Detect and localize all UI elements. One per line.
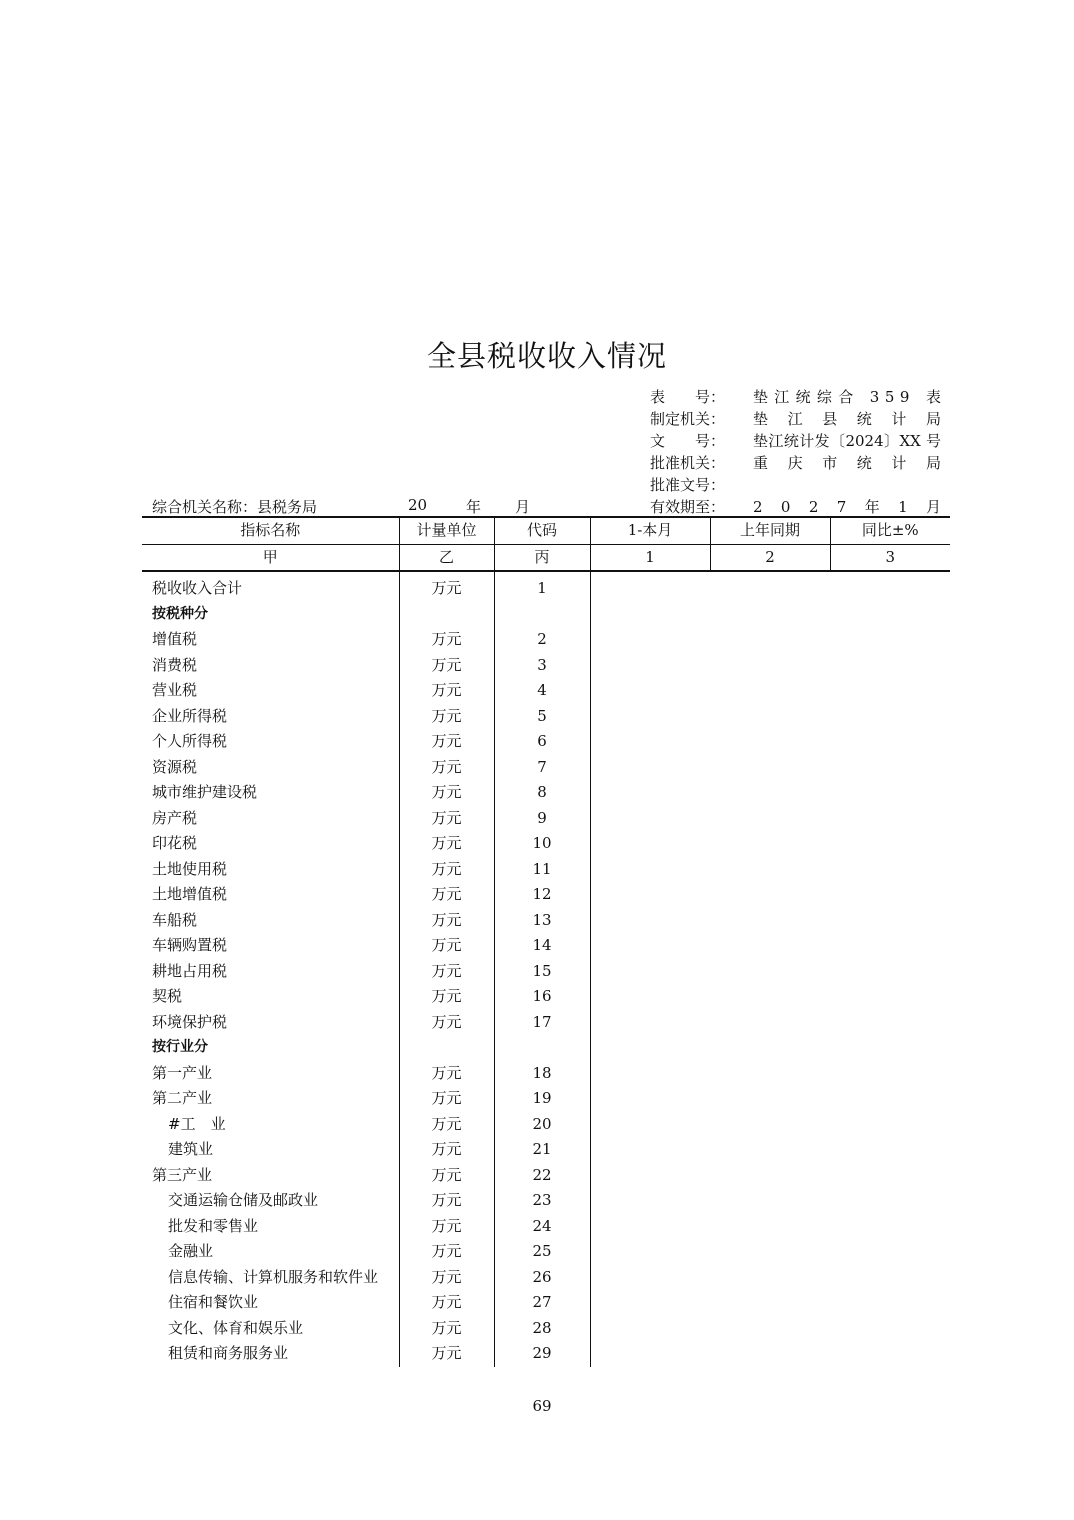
row-name: 增值税 [152,630,198,648]
value-cell [590,857,710,883]
row-code: 16 [494,984,590,1010]
value-cell [590,755,710,781]
subheader-cell: 甲 [142,544,399,571]
value-cell [590,1290,710,1316]
meta-label: 表 号： [650,388,726,406]
row-unit: 万元 [399,1086,494,1112]
row-name: 文化、体育和娱乐业 [168,1318,304,1337]
value-cell [830,627,950,653]
value-cell [590,1265,710,1291]
table-row [142,755,950,781]
value-cell [830,653,950,679]
row-code: 11 [494,857,590,883]
subheader-cell: 2 [710,544,830,571]
row-unit: 万元 [399,1239,494,1265]
row-unit: 万元 [399,571,494,602]
subheader-cell: 乙 [399,544,494,571]
period-year-suffix: 年 [466,498,482,516]
table-row [142,571,950,602]
value-cell [710,729,830,755]
row-unit: 万元 [399,627,494,653]
column-header-indicator: 指标名称 [142,517,399,544]
value-cell [590,602,710,628]
value-cell [590,1061,710,1087]
row-code [494,1035,590,1061]
row-name: 个人所得税 [152,732,228,750]
row-name: 城市维护建设税 [152,783,258,801]
meta-row-approval-number [650,474,950,496]
row-code: 14 [494,933,590,959]
value-cell [830,1086,950,1112]
row-unit: 万元 [399,1188,494,1214]
table-row [142,933,950,959]
row-code: 6 [494,729,590,755]
row-name: 第三产业 [152,1165,213,1184]
table-row [142,678,950,704]
org-name: 综合机关名称：县税务局 [152,498,318,516]
row-unit: 万元 [399,1290,494,1316]
table-row [142,1137,950,1163]
row-name: #工 业 [168,1114,226,1133]
value-cell [590,1086,710,1112]
section-heading: 按税种分 [152,605,208,622]
meta-value: 2 0 2 7 年 1 月 [753,498,941,516]
row-name: 土地使用税 [152,859,228,878]
value-cell [710,1137,830,1163]
tax-revenue-table [142,516,950,1367]
value-cell [830,729,950,755]
row-unit: 万元 [399,1010,494,1036]
row-unit: 万元 [399,704,494,730]
row-name: 租赁和商务服务业 [168,1344,289,1362]
meta-row-document-number [650,430,950,452]
row-name: 企业所得税 [152,706,228,725]
value-cell [710,933,830,959]
value-cell [590,1137,710,1163]
row-code: 3 [494,653,590,679]
value-cell [710,1214,830,1240]
row-name: 信息传输、计算机服务和软件业 [168,1267,379,1286]
value-cell [830,959,950,985]
value-cell [590,908,710,934]
row-name: 批发和零售业 [168,1216,259,1235]
column-header-same-period-last-year: 上年同期 [710,517,830,544]
row-unit [399,1035,494,1061]
table-section-row [142,1035,950,1061]
value-cell [830,571,950,602]
meta-value: 垫 江 县 统 计 局 [753,410,941,428]
value-cell [830,1112,950,1138]
value-cell [710,571,830,602]
row-unit: 万元 [399,653,494,679]
value-cell [710,755,830,781]
meta-label: 批准文号： [650,476,726,494]
value-cell [830,857,950,883]
row-unit: 万元 [399,959,494,985]
row-unit: 万元 [399,1163,494,1189]
row-unit: 万元 [399,780,494,806]
row-name: 车辆购置税 [152,936,228,954]
value-cell [710,1086,830,1112]
row-unit [399,602,494,628]
value-cell [710,1010,830,1036]
row-name: 第一产业 [152,1063,213,1082]
row-code: 18 [494,1061,590,1087]
row-name: 税收收入合计 [152,579,243,597]
meta-row-approving-agency [650,452,950,474]
row-unit: 万元 [399,1112,494,1138]
value-cell [710,1290,830,1316]
value-cell [830,1316,950,1342]
value-cell [590,1214,710,1240]
value-cell [710,1316,830,1342]
table-row [142,1265,950,1291]
row-unit: 万元 [399,1316,494,1342]
row-name: 金融业 [168,1242,214,1260]
value-cell [830,1010,950,1036]
meta-row-issuing-agency [650,408,950,430]
value-cell [830,1061,950,1087]
value-cell [590,984,710,1010]
value-cell [590,729,710,755]
row-code: 1 [494,571,590,602]
value-cell [590,653,710,679]
value-cell [830,1137,950,1163]
row-code: 23 [494,1188,590,1214]
column-header-unit: 计量单位 [399,517,494,544]
value-cell [830,1341,950,1367]
value-cell [830,1214,950,1240]
meta-label: 有效期至： [650,498,726,516]
meta-row-valid-until [650,496,950,518]
value-cell [590,627,710,653]
value-cell [830,1265,950,1291]
value-cell [590,831,710,857]
row-name: 营业税 [152,681,198,699]
value-cell [710,984,830,1010]
column-header-code: 代码 [494,517,590,544]
row-code: 5 [494,704,590,730]
section-heading: 按行业分 [152,1039,208,1055]
meta-label: 制定机关： [650,410,726,428]
report-title: 全县税收收入情况 [426,339,667,373]
value-cell [590,704,710,730]
value-cell [710,882,830,908]
row-name: 第二产业 [152,1089,213,1107]
value-cell [590,1010,710,1036]
table-row [142,1290,950,1316]
meta-value: 垫江统计发〔2024〕XX 号 [753,432,941,450]
row-code: 10 [494,831,590,857]
table-row [142,857,950,883]
value-cell [590,1163,710,1189]
value-cell [590,959,710,985]
table-row [142,780,950,806]
table-header-row [142,517,950,544]
row-code: 22 [494,1163,590,1189]
value-cell [830,831,950,857]
page-number: 69 [532,1397,552,1415]
table-row [142,984,950,1010]
value-cell [710,908,830,934]
meta-value: 垫 江 统 综 合 3 5 9 表 [753,388,941,406]
value-cell [710,1112,830,1138]
row-name: 耕地占用税 [152,961,228,980]
value-cell [710,1239,830,1265]
value-cell [830,755,950,781]
value-cell [710,780,830,806]
value-cell [710,1163,830,1189]
row-code: 21 [494,1137,590,1163]
value-cell [830,780,950,806]
row-code: 27 [494,1290,590,1316]
row-code: 25 [494,1239,590,1265]
value-cell [710,1188,830,1214]
table-row [142,704,950,730]
row-code: 19 [494,1086,590,1112]
row-name: 建筑业 [168,1140,214,1158]
row-code: 12 [494,882,590,908]
value-cell [590,1341,710,1367]
row-unit: 万元 [399,1341,494,1367]
row-unit: 万元 [399,678,494,704]
row-unit: 万元 [399,806,494,832]
value-cell [710,1341,830,1367]
value-cell [710,831,830,857]
value-cell [830,933,950,959]
value-cell [830,806,950,832]
meta-label: 文 号： [650,432,726,450]
row-code: 20 [494,1112,590,1138]
row-name: 资源税 [152,757,198,776]
subheader-cell: 1 [590,544,710,571]
value-cell [710,704,830,730]
value-cell [710,678,830,704]
value-cell [590,933,710,959]
value-cell [590,1112,710,1138]
value-cell [830,1239,950,1265]
value-cell [830,678,950,704]
table-row [142,729,950,755]
row-unit: 万元 [399,933,494,959]
subheader-cell: 3 [830,544,950,571]
table-row [142,1188,950,1214]
row-unit: 万元 [399,908,494,934]
row-code: 17 [494,1010,590,1036]
row-name: 消费税 [152,655,198,674]
value-cell [830,1188,950,1214]
row-code: 15 [494,959,590,985]
subheader-cell: 丙 [494,544,590,571]
table-row [142,1316,950,1342]
value-cell [590,1239,710,1265]
table-row [142,1086,950,1112]
value-cell [590,806,710,832]
table-row [142,1214,950,1240]
table-row [142,1112,950,1138]
table-row [142,882,950,908]
row-unit: 万元 [399,1061,494,1087]
value-cell [590,780,710,806]
value-cell [830,704,950,730]
row-name: 印花税 [152,834,198,852]
table-row [142,1239,950,1265]
table-row [142,653,950,679]
row-code: 9 [494,806,590,832]
period-month-suffix: 月 [515,498,531,516]
row-unit: 万元 [399,729,494,755]
value-cell [590,1035,710,1061]
row-unit: 万元 [399,984,494,1010]
row-unit: 万元 [399,831,494,857]
table-row [142,1341,950,1367]
value-cell [710,1035,830,1061]
table-row [142,1010,950,1036]
value-cell [830,984,950,1010]
table-row [142,627,950,653]
row-code: 13 [494,908,590,934]
table-row [142,1061,950,1087]
value-cell [590,678,710,704]
table-row [142,908,950,934]
column-header-current-period: 1-本月 [590,517,710,544]
row-code: 24 [494,1214,590,1240]
row-unit: 万元 [399,1214,494,1240]
row-code: 2 [494,627,590,653]
value-cell [830,908,950,934]
row-code: 26 [494,1265,590,1291]
row-code: 8 [494,780,590,806]
table-section-row [142,602,950,628]
value-cell [590,1316,710,1342]
row-unit: 万元 [399,1265,494,1291]
table-subheader-row [142,544,950,571]
row-unit: 万元 [399,755,494,781]
row-name: 房产税 [152,808,198,827]
value-cell [710,627,830,653]
row-name: 交通运输仓储及邮政业 [168,1191,319,1209]
value-cell [590,571,710,602]
value-cell [590,1188,710,1214]
value-cell [710,806,830,832]
row-code: 7 [494,755,590,781]
value-cell [830,1290,950,1316]
row-unit: 万元 [399,1137,494,1163]
value-cell [590,882,710,908]
value-cell [710,857,830,883]
column-header-yoy-change: 同比±% [830,517,950,544]
value-cell [830,1035,950,1061]
period-year-prefix: 20 [408,496,428,514]
value-cell [710,653,830,679]
row-name: 土地增值税 [152,885,228,903]
row-code: 4 [494,678,590,704]
value-cell [830,1163,950,1189]
row-unit: 万元 [399,882,494,908]
row-code: 28 [494,1316,590,1342]
meta-value: 重 庆 市 统 计 局 [753,454,941,472]
row-name: 环境保护税 [152,1012,228,1031]
value-cell [710,959,830,985]
table-row [142,959,950,985]
row-name: 住宿和餐饮业 [168,1293,259,1311]
value-cell [830,602,950,628]
row-code: 29 [494,1341,590,1367]
table-row [142,1163,950,1189]
value-cell [710,602,830,628]
row-code [494,602,590,628]
meta-label: 批准机关： [650,454,726,472]
table-row [142,806,950,832]
meta-row-form-number [650,386,950,408]
row-unit: 万元 [399,857,494,883]
table-row [142,831,950,857]
row-name: 契税 [152,987,183,1005]
value-cell [710,1265,830,1291]
row-name: 车船税 [152,910,198,929]
value-cell [830,882,950,908]
value-cell [710,1061,830,1087]
